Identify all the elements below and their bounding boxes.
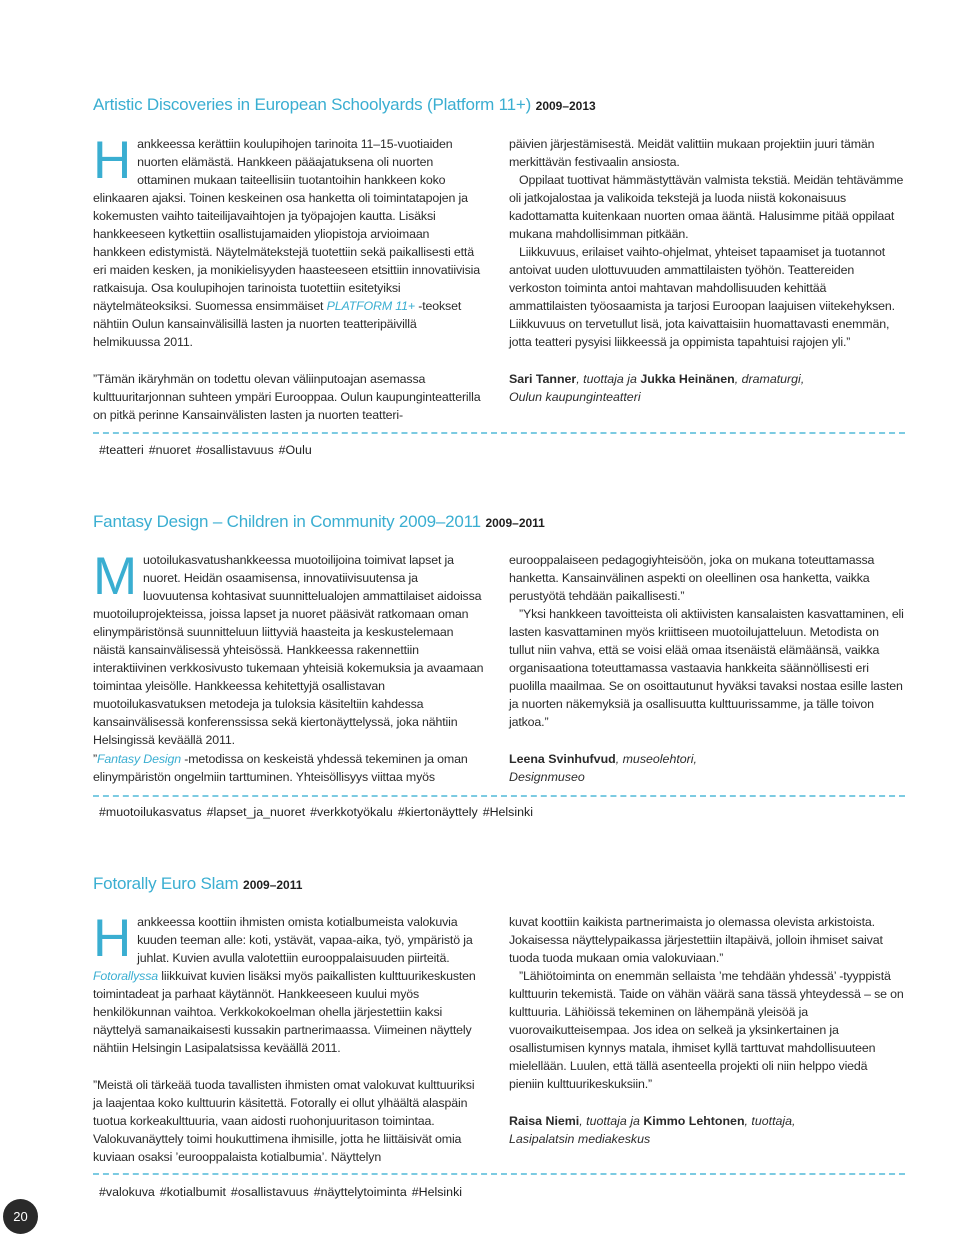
paragraph: Liikkuvuus, erilaiset vaihto-ohjelmat, yhteiset tapaamiset ja tuotannot antoivat uuden ulottuvuuden ammattilaisten työhön. Teattereiden verkoston toiminta antoi mahtavan mahdollisuuden kehittää ammattilaisten työosaamista ja tarjosi Euroopan laajuisen viitekehyksen. Liikkuvuus on tervetullut lisä, jota kaivattaisiin huomattavasti enemmän, jotta teatteri pysyisi liikkeessä ja oppimista tapahtuisi rajojen yli.” bbox=[509, 245, 895, 349]
paragraph: Hankkeessa kerättiin koulupihojen tarinoita 11–15-vuotiaiden nuorten elämästä. Hankkeen pääajatuksena oli nuorten ottaminen mukaan taiteellisiin tuotantoihin hankkeen koko elinkaaren ajaksi. Toinen keskeinen osa hanketta oli toimintatapojen ja kokemusten vaihto taiteilijavaihtojen ja työpajojen kautta. Lisäksi hankkeeseen kytkettiin osallistujamaiden yliopistoja arvioimaan hankkeen edistymistä. Näytelmätekstejä tuotettiin sekä paikallisesti että eri maiden kesken, ja monikielisyyden haasteeseen etsittiin innovatiivisia ratkaisuja. Osa koulupihojen tarinoista tuotettiin esitetyiksi näytelmäteoksiksi. Suomessa ensimmäiset PLATFORM 11+ -teokset nähtiin Oulun kansainvälisillä lasten ja nuorten teatteripäivillä helmikuussa 2011. bbox=[93, 131, 480, 349]
credit-fotorally: Raisa Niemi, tuottaja ja Kimmo Lehtonen, tuottaja, Lasipalatsin mediakeskus bbox=[509, 1112, 905, 1148]
section-year: 2009–2011 bbox=[243, 878, 303, 892]
hashtag[interactable]: #Helsinki bbox=[482, 805, 533, 819]
paragraph: ”Lähiötoiminta on enemmän sellaista ’me tehdään yhdessä’ -tyyppistä kulttuurin tekemistä. Taide on vähän väärä sana tässä yhteydessä – se on kulttuuria. Lähiöissä tekeminen on lähempänä yleisöä ja vuorovaikutteisempaa. Jos idea on selkeä ja yksinkertainen ja osallistumisen kynnys matala, ihmiset kyllä tarttuvat mahdollisuuteen mielellään. Luulen, että tällä asenteella projekti oli niin helppo viedä pieniin kulttuurikeskuksiin.” bbox=[509, 969, 904, 1091]
credit-platform: Sari Tanner, tuottaja ja Jukka Heinänen, dramaturgi, Oulun kaupunginteatteri bbox=[509, 370, 905, 406]
project-name-highlight: Fantasy Design bbox=[96, 752, 181, 766]
body-right-fantasy bbox=[509, 551, 905, 731]
credit-name: Kimmo Lehtonen bbox=[643, 1114, 745, 1128]
hashtags-fantasy bbox=[99, 805, 538, 819]
hashtag[interactable]: #näyttelytoiminta bbox=[313, 1185, 407, 1199]
credit-organization: Oulun kaupunginteatteri bbox=[509, 390, 641, 404]
quote-left-platform: ”Tämän ikäryhmän on todettu olevan väliinputoajan asemassa kulttuuritarjonnan suhteen ympäri Eurooppaa. Oulun kaupunginteatterilla on pitkä perinne Kansainvälisten lasten ja nuorten teatteri- bbox=[93, 372, 481, 422]
credit-fantasy: Leena Svinhufvud, museolehtori, Designmuseo bbox=[509, 750, 905, 786]
section-title-fotorally bbox=[93, 874, 302, 894]
paragraph: ”Yksi hankkeen tavoitteista oli aktiivisten kansalaisten kasvattaminen, eli lasten kasvattaminen myös kriittiseen muotoilujatteluun. Metodista on tullut niin vahva, että se voisi elää omaa itsenäistä elämäänsä, vaikka organisaationa toteuttamassa vastaavia hankkeita säännöllisesti eri puolilla maailmaa. Se on osoittautunut hyväksi tavaksi nostaa esille lasten ja nuorten näkemyksiä ja osallisuutta kulttuurissamme, ja tälle toivon jatkoa.” bbox=[509, 607, 904, 729]
paragraph: Muotoilukasvatushankkeessa muotoilijoina toimivat lapset ja nuoret. Heidän osaamisensa, innovatiivisuutensa ja luovuutensa kohtasivat suunnittelualojen ammattilaiset aidoissa muotoiluprojekteissa, joissa lapset ja nuoret pääsivät ratkomaan oman elinympäristönsä suunnitteluun liittyviä haasteita ja keskustelemaan näistä kansainvälisessä yhteisössä. Hankkeessa rakennettiin interaktiivinen verkkosivusto tukemaan yhteisiä kokemuksia ja avaamaan toimintaa yleisölle. Hankkeessa kehitettyjä osallistavan muotoilukasvatuksen metodeja ja tuloksia käsiteltiin kahdessa kansainvälisessä konferenssissa sekä kiertonäyttelyssä, joka nähtiin Helsingissä keväällä 2011. bbox=[93, 547, 484, 747]
credit-organization: Designmuseo bbox=[509, 770, 585, 784]
hashtag[interactable]: #teatteri bbox=[99, 443, 144, 457]
drop-cap: M bbox=[93, 547, 137, 606]
hashtag[interactable]: #valokuva bbox=[99, 1185, 155, 1199]
hashtag[interactable]: #verkkotyökalu bbox=[310, 805, 393, 819]
hashtag[interactable]: #lapset_ja_nuoret bbox=[206, 805, 306, 819]
section-title-text: Fotorally Euro Slam bbox=[93, 874, 239, 893]
credit-name: Jukka Heinänen bbox=[640, 372, 735, 386]
credit-name: Leena Svinhufvud bbox=[509, 752, 616, 766]
hashtag[interactable]: #kiertonäyttely bbox=[397, 805, 478, 819]
quote-left-fotorally: ”Meistä oli tärkeää tuoda tavallisten ihmisten omat valokuvat kulttuuriksi ja laajentaa koko kulttuurin käsitettä. Fotorally ei ollut ylhäältä alaspäin tuotua korkeakulttuuria, vaan aidosti ruohonjuuritason toimintaa. Valokuvanäyttely toimi houkuttimena ihmisille, jotta he liittäisivät omia kuviaan osaksi ’eurooppalaista kotialbumia’. Näyttelyn bbox=[93, 1078, 475, 1164]
paragraph: päivien järjestämisestä. Meidät valittiin mukaan projektiin juuri tämän merkittävän festivaalin ansiosta. bbox=[509, 137, 875, 169]
hashtag[interactable]: #osallistavuus bbox=[230, 1185, 309, 1199]
body-right-platform bbox=[509, 135, 905, 351]
paragraph: kuvat koottiin kaikista partnerimaista jo olemassa olevista arkistoista. Jokaisessa näyttelypaikassa järjestettiin iltapäivä, jolloin ihmiset saivat tuoda tuoda mukaan omia valokuviaan.” bbox=[509, 915, 883, 965]
dashed-divider bbox=[93, 432, 905, 434]
section-title-platform bbox=[93, 95, 596, 115]
dashed-divider bbox=[93, 795, 905, 797]
paragraph: Oppilaat tuottivat hämmästyttävän valmista tekstiä. Meidän tehtävämme oli jatkojalostaa ja valikoida tekstejä ja luoda niistä kokonaisuus kadottamatta kuitenkaan nuorten omaa ääntä. Halusimme pitää oppilaat mukana mahdollisimman pitkään. bbox=[509, 173, 904, 241]
project-name-highlight: PLATFORM 11+ bbox=[326, 299, 415, 313]
dashed-divider bbox=[93, 1173, 905, 1175]
page-number-badge: 20 bbox=[3, 1199, 38, 1234]
hashtag[interactable]: #osallistavuus bbox=[195, 443, 274, 457]
paragraph: Hankkeessa koottiin ihmisten omista kotialbumeista valokuvia kuuden teeman alle: koti, ystävät, vapaa-aika, työ, ympäristö ja juhlat. Kuvien avulla valotettiin eurooppalaisuuden piirteitä. Fotorallyssa liikkuivat kuvien lisäksi myös paikallisten kulttuurikeskusten toimintadeat ja parhaat käytännöt. Hankkeeseen kuului myös henkilökunnan vaihtoa. Verkkokokoelman ohella järjestettiin kaksi näyttelyä samanaikaisesti kussakin partnerimaassa. Viimeinen näyttely nähtiin Helsingin Lasipalatsissa keväällä 2011. bbox=[93, 909, 476, 1055]
hashtag[interactable]: #kotialbumit bbox=[159, 1185, 226, 1199]
quote-left-fantasy: ”Fantasy Design -metodissa on keskeistä yhdessä tekeminen ja oman elinympäristön ongelmiin tarttuminen. Yhteisöllisyys viittaa myös bbox=[93, 752, 468, 784]
body-right-fotorally bbox=[509, 913, 905, 1093]
credit-name: Raisa Niemi bbox=[509, 1114, 580, 1128]
body-left-fotorally bbox=[93, 909, 485, 1057]
credit-organization: Lasipalatsin mediakeskus bbox=[509, 1132, 651, 1146]
section-title-fantasy bbox=[93, 512, 545, 532]
section-title-text: Fantasy Design – Children in Community 2009–2011 bbox=[93, 512, 481, 531]
hashtag[interactable]: #nuoret bbox=[148, 443, 191, 457]
hashtag[interactable]: #muotoilukasvatus bbox=[99, 805, 202, 819]
body-left-platform bbox=[93, 131, 485, 351]
section-title-text: Artistic Discoveries in European Schoolyards (Platform 11+) bbox=[93, 95, 532, 114]
drop-cap: H bbox=[93, 909, 132, 968]
body-left-fantasy bbox=[93, 547, 485, 749]
drop-cap: H bbox=[93, 131, 132, 190]
section-year: 2009–2013 bbox=[535, 99, 596, 113]
hashtag[interactable]: #Oulu bbox=[278, 443, 312, 457]
hashtags-platform bbox=[99, 443, 317, 457]
section-year: 2009–2011 bbox=[485, 516, 545, 530]
paragraph: eurooppalaiseen pedagogiyhteisöön, joka on mukana toteuttamassa hanketta. Kansainvälinen aspekti on oleellinen osa hanketta, vaikka perustyötä tehdään paikallisesti.” bbox=[509, 553, 875, 603]
hashtag[interactable]: #Helsinki bbox=[411, 1185, 463, 1199]
credit-name: Sari Tanner bbox=[509, 372, 577, 386]
hashtags-fotorally bbox=[99, 1185, 467, 1199]
project-name-highlight: Fotorallyssa bbox=[93, 969, 158, 983]
